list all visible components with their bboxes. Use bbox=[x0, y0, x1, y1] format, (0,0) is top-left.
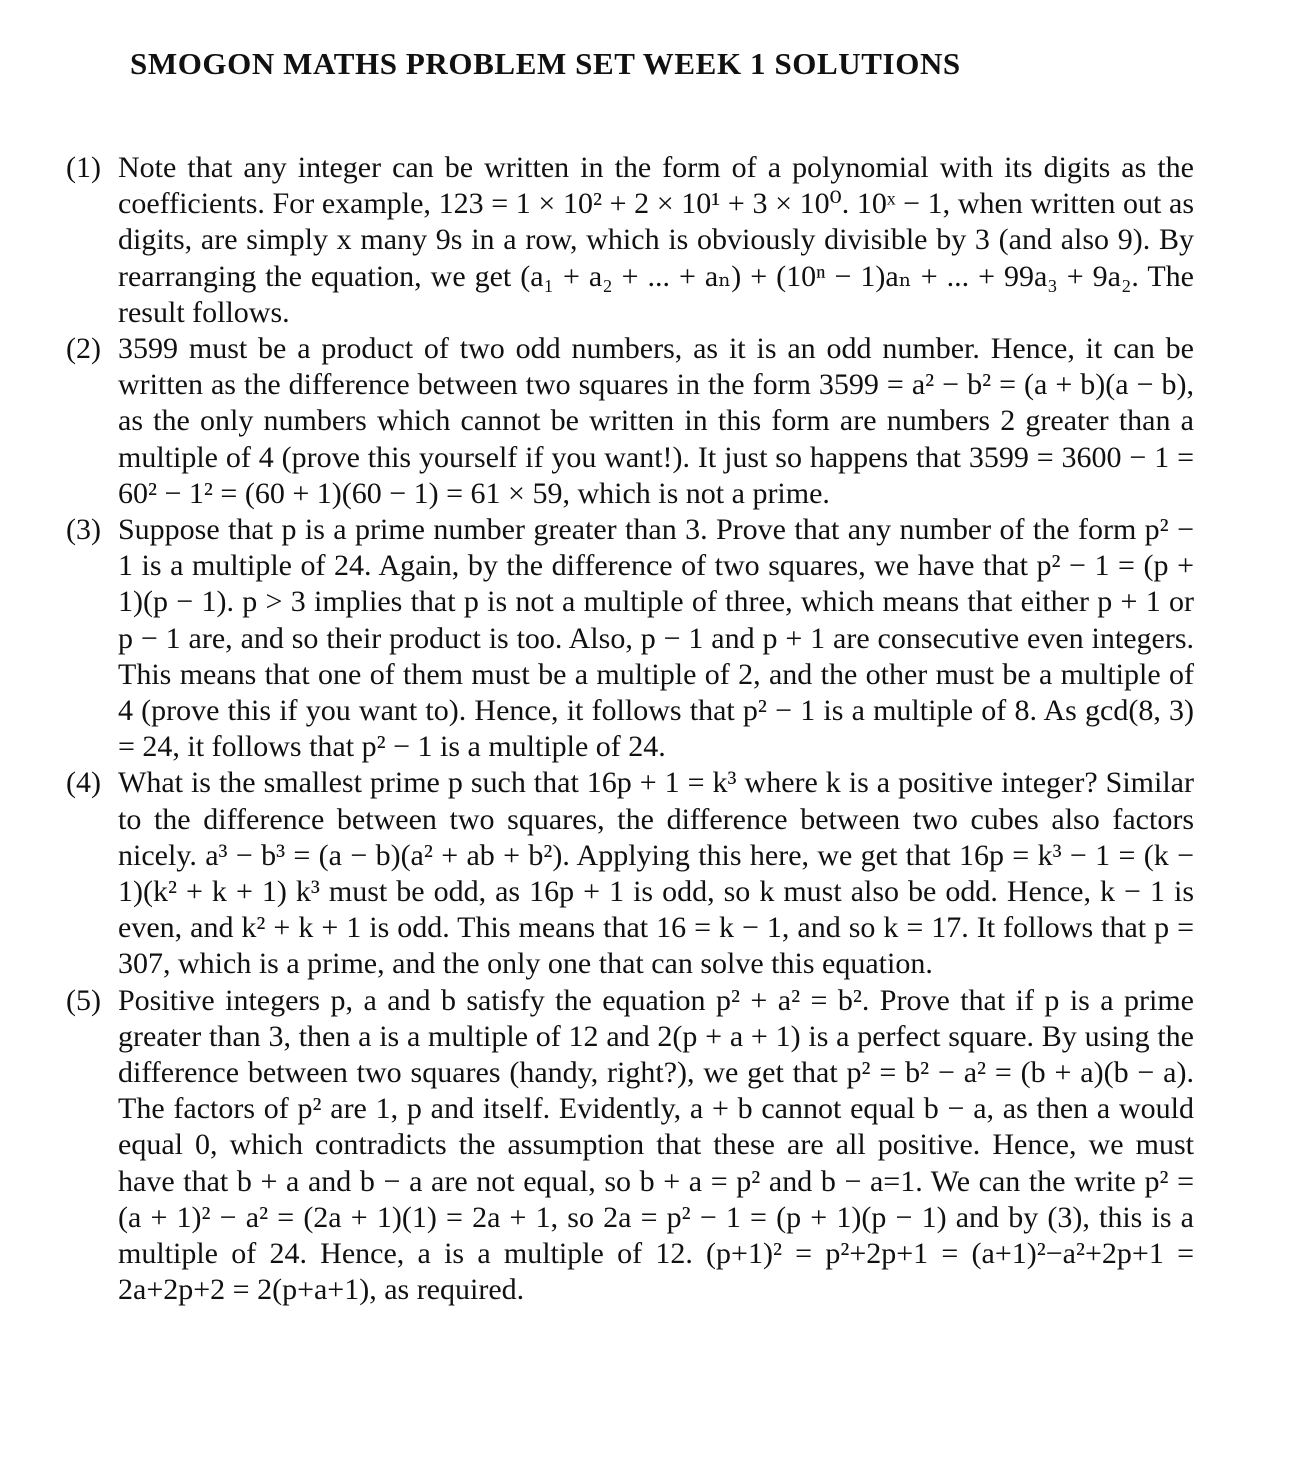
solution-number: (4) bbox=[66, 766, 101, 800]
solution-text: Positive integers p, a and b satisfy the equation p² + a² = b². Prove that if p is a prime greater than 3, then a is a multiple of 12 and 2(p + a + 1) is a perfect square. By using the difference between two squares (handy, right?), we get that p² = b² − a² = (b + a)(b − a). The factors of p² are 1, p and itself. Evidently, a + b cannot equal b − a, as then a would equal 0, which contradicts the assumption that these are all positive. Hence, we must have that b + a and b − a are not equal, so b + a = p² and b − a=1. We can the write p² = (a + 1)² − a² = (2a + 1)(1) = 2a + 1, so 2a = p² − 1 = (p + 1)(p − 1) and by (3), this is a multiple of 24. Hence, a is a multiple of 12. (p+1)² = p²+2p+1 = (a+1)²−a²+2p+1 = 2a+2p+2 = 2(p+a+1), as required. bbox=[118, 983, 1194, 1307]
solution-text: 3599 must be a product of two odd numbers, as it is an odd number. Hence, it can be written as the difference between two squares in the form 3599 = a² − b² = (a + b)(a − b), as the only numbers which cannot be written in this form are numbers 2 greater than a multiple of 4 (prove this yourself if you want!). It just so happens that 3599 = 3600 − 1 = 60² − 1² = (60 + 1)(60 − 1) = 61 × 59, which is not a prime. bbox=[118, 332, 1194, 510]
solution-number: (2) bbox=[66, 332, 101, 366]
page-title: SMOGON MATHS PROBLEM SET WEEK 1 SOLUTIONS bbox=[130, 46, 961, 81]
solution-text: What is the smallest prime p such that 16p + 1 = k³ where k is a positive integer? Similar to the difference between two squares, the difference between two cubes also factors nicely. a³ − b³ = (a − b)(a² + ab + b²). Applying this here, we get that 16p = k³ − 1 = (k − 1)(k² + k + 1) k³ must be odd, as 16p + 1 is odd, so k must also be odd. Hence, k − 1 is even, and k² + k + 1 is odd. This means that 16 = k − 1, and so k = 17. It follows that p = 307, which is a prime, and the only one that can solve this equation. bbox=[118, 766, 1194, 981]
solution-item-5 bbox=[62, 983, 1194, 1309]
solutions-list bbox=[62, 150, 1194, 1309]
solution-item-1 bbox=[62, 150, 1194, 331]
solution-item-2 bbox=[62, 331, 1194, 512]
solution-item-4 bbox=[62, 765, 1194, 982]
solution-text: Note that any integer can be written in the form of a polynomial with its digits as the coefficients. For example, 123 = 1 × 10² + 2 × 10¹ + 3 × 10⁰. 10ˣ − 1, when written out as digits, are simply x many 9s in a row, which is obviously divisible by 3 (and also 9). By rearranging the equation, we get (a₁ + a₂ + ... + aₙ) + (10ⁿ − 1)aₙ + ... + 99a₃ + 9a₂. The result follows. bbox=[118, 151, 1194, 329]
solution-number: (5) bbox=[66, 983, 101, 1017]
solution-item-3 bbox=[62, 512, 1194, 765]
solution-number: (1) bbox=[66, 151, 101, 184]
solution-text: Suppose that p is a prime number greater than 3. Prove that any number of the form p² − 1 is a multiple of 24. Again, by the difference of two squares, we have that p² − 1 = (p + 1)(p − 1). p > 3 implies that p is not a multiple of three, which means that either p + 1 or p − 1 are, and so their product is too. Also, p − 1 and p + 1 are consecutive even integers. This means that one of them must be a multiple of 2, and the other must be a multiple of 4 (prove this if you want to). Hence, it follows that p² − 1 is a multiple of 8. As gcd(8, 3) = 24, it follows that p² − 1 is a multiple of 24. bbox=[118, 513, 1194, 764]
solution-number: (3) bbox=[66, 513, 101, 547]
